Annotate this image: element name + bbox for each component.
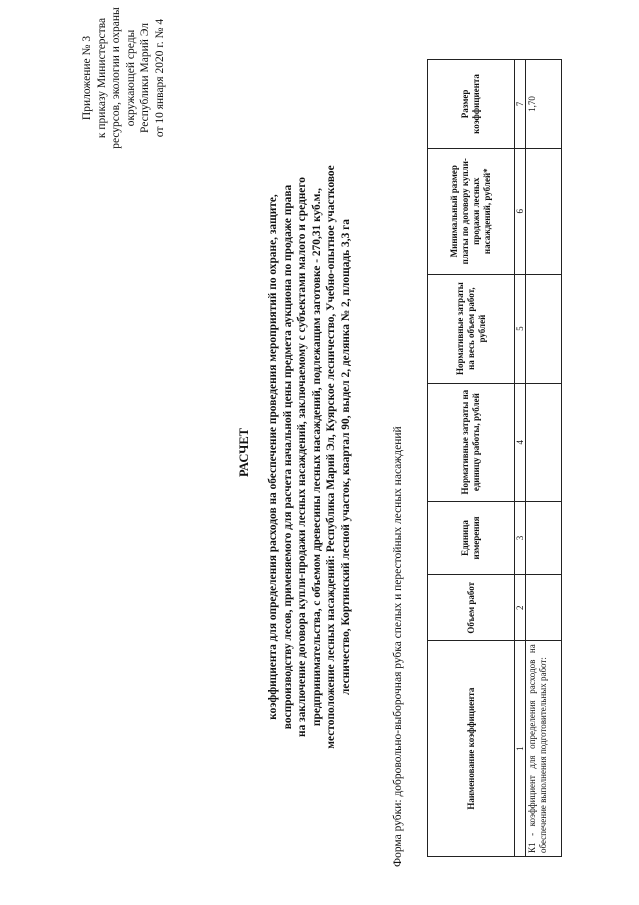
header-unit: Единица измерения [428, 501, 515, 575]
table-header-row [428, 60, 515, 857]
cutting-form-line: Форма рубки: добровольно-выборочная рубка спелых и перестойных лесных насаждений [392, 426, 404, 867]
appendix-line: Приложение № 3 [81, 35, 93, 121]
subtitle-line: воспроизводству лесов, применяемого для расчета начальной цены предмета аукциона по продаже права [281, 184, 294, 730]
row-coefficient-name: К1 - коэффициент для определения расходов на обеспечение выполнения подготовительных работ: [526, 641, 562, 857]
appendix-line: к приказу Министерства [95, 17, 108, 139]
appendix-block [80, 3, 168, 153]
header-work-volume: Объем работ [428, 575, 515, 641]
row-cost-total [526, 274, 562, 383]
appendix-line: от 10 января 2020 г. № 4 [153, 18, 166, 138]
subtitle-line: предпринимательства, с объемом древесины лесных насаждений, подлежащим заготовке - 270,31 куб.м., [310, 187, 323, 727]
column-number: 5 [515, 274, 526, 383]
header-cost-total: Нормативные затраты на весь объем работ, рублей [428, 274, 515, 383]
table-row [526, 60, 562, 857]
column-number: 4 [515, 383, 526, 501]
subtitle-line: лесничество, Кортинский лесной участок, квартал 90, выдел 2, делянка № 2, площадь 3,3 га [339, 219, 352, 696]
header-min-payment: Минимальный размер платы по договору купли-продажи лесных насаждений, рублей* [428, 148, 515, 274]
row-min-payment [526, 148, 562, 274]
row-unit [526, 501, 562, 575]
column-number: 2 [515, 575, 526, 641]
subtitle-line: местоположение лесных насаждений: Республика Марий Эл, Куярское лесничество, Учебно-опытное участковое [325, 165, 337, 749]
column-number: 1 [515, 641, 526, 857]
column-number: 3 [515, 501, 526, 575]
calculation-table [427, 59, 562, 857]
appendix-line: ресурсов, экологии и охраны [110, 7, 123, 149]
header-cost-per-unit: Нормативные затраты на единицу работы, рублей [428, 383, 515, 501]
subtitle-line: на заключение договора купли-продажи лесных насаждений, заключаемому с субъектами малого и среднего [296, 177, 308, 737]
table-number-row [515, 60, 526, 857]
appendix-line: окружающей среды [124, 29, 137, 127]
document-subtitle [266, 47, 353, 867]
appendix-line: Республики Марий Эл [139, 23, 152, 134]
row-cost-per-unit [526, 383, 562, 501]
row-work-volume [526, 575, 562, 641]
column-number: 6 [515, 148, 526, 274]
subtitle-line: коэффициента для определения расходов на обеспечение проведения мероприятий по охране, защите, [267, 194, 279, 720]
document-title: РАСЧЕТ [237, 428, 251, 478]
row-coefficient-value: 1,70 [526, 60, 562, 149]
column-number: 7 [515, 60, 526, 149]
header-coefficient-name: Наименование коэффициента [428, 641, 515, 857]
header-coefficient-size: Размер коэффициента [428, 60, 515, 149]
